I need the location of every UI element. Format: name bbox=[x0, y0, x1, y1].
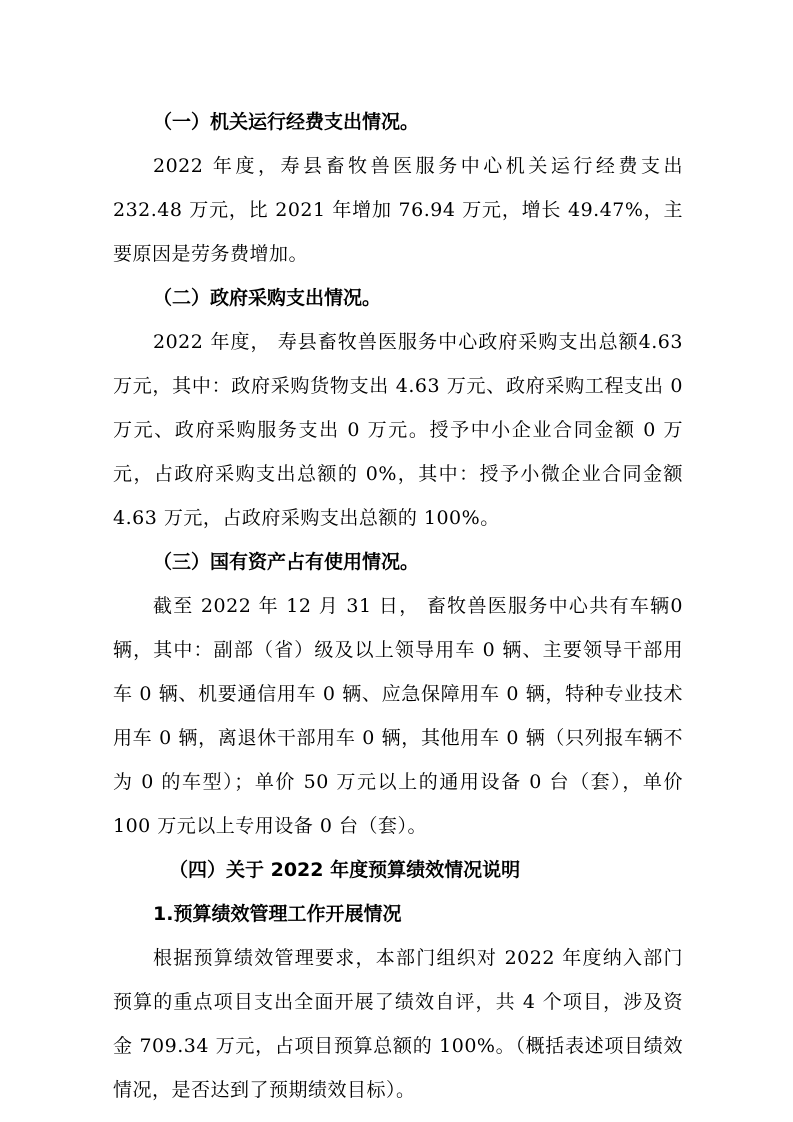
section-text-procurement: 2022 年度， 寿县畜牧兽医服务中心政府采购支出总额4.63 万元，其中：政府采购货物支出 4.63 万元、政府采购工程支出 0 万元、政府采购服务支出 0 万元。授予中小企业合同金额 0 万元，占政府采购支出总额的 0%，其中：授予小微企业合同金额 4.63 万元，占政府采购支出总额的 100%。 bbox=[113, 331, 683, 529]
section-text-state-assets: 截至 2022 年 12 月 31 日， 畜牧兽医服务中心共有车辆0 辆，其中：副部（省）级及以上领导用车 0 辆、主要领导干部用车 0 辆、机要通信用车 0 辆、应急保障用车 0 辆，特种专业技术用车 0 辆，离退休干部用车 0 辆，其他用车 0 辆（只列报车辆不为 0 的车型）；单价 50 万元以上的通用设备 0 台（套），单价 100 万元以上专用设备 0 台（套）。 bbox=[113, 595, 683, 837]
section-heading-operating-expenses: （一）机关运行经费支出情况。 bbox=[153, 111, 420, 133]
subsection-heading-performance-management: 1.预算绩效管理工作开展情况 bbox=[153, 903, 402, 925]
section-heading-state-assets: （三）国有资产占有使用情况。 bbox=[153, 551, 420, 573]
section-heading-performance: （四）关于 2022 年度预算绩效情况说明 bbox=[169, 859, 521, 881]
subsection-text-performance-management: 根据预算绩效管理要求，本部门组织对 2022 年度纳入部门预算的重点项目支出全面开展了绩效自评，共 4 个项目，涉及资金 709.34 万元，占项目预算总额的 100%。（概括表述项目绩效情况，是否达到了预期绩效目标）。 bbox=[113, 947, 683, 1101]
section-text-operating-expenses: 2022 年度，寿县畜牧兽医服务中心机关运行经费支出232.48 万元，比 2021 年增加 76.94 万元，增长 49.47%，主要原因是劳务费增加。 bbox=[113, 155, 683, 265]
section-heading-procurement: （二）政府采购支出情况。 bbox=[153, 287, 382, 309]
document-page bbox=[113, 100, 683, 1112]
